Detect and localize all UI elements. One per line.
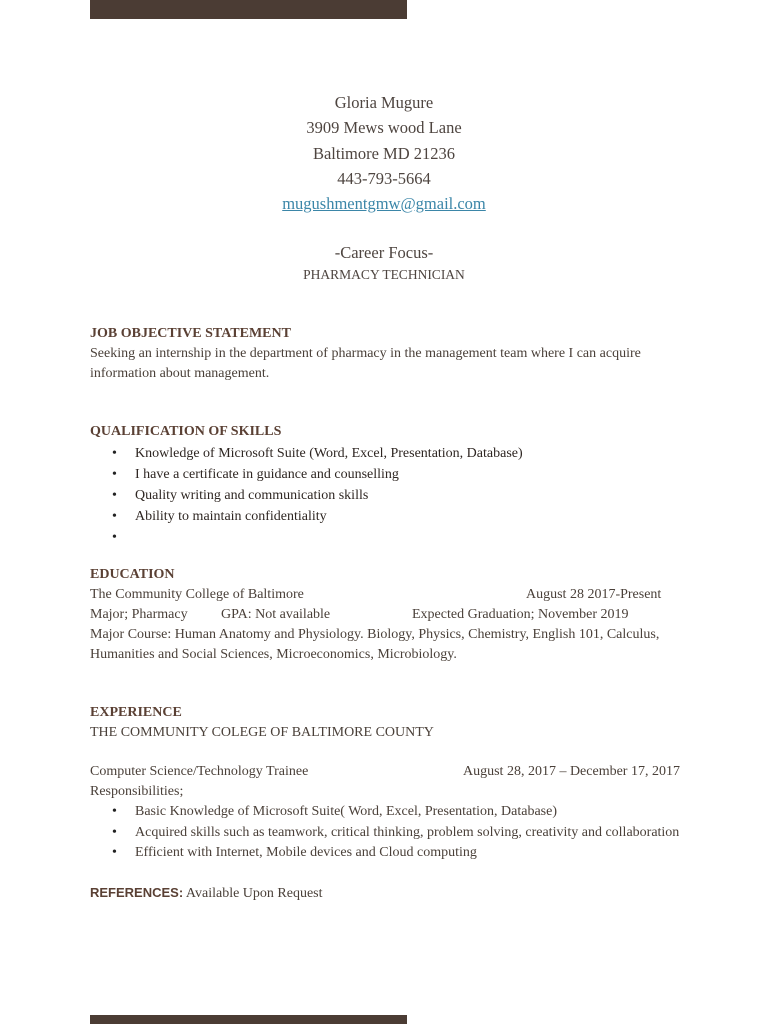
- top-decorative-bar: [90, 0, 407, 19]
- experience-role: Computer Science/Technology Trainee: [90, 764, 309, 779]
- career-focus-role: PHARMACY TECHNICIAN: [303, 267, 465, 282]
- references-label: REFERENCES:: [90, 885, 184, 900]
- skill-item-empty: [90, 527, 523, 548]
- skills-list: [90, 443, 523, 548]
- phone-number: 443-793-5664: [337, 169, 431, 188]
- objective-text-line-2: information about management.: [90, 366, 270, 381]
- education-school: The Community College of Baltimore: [90, 587, 304, 602]
- education-heading: EDUCATION: [90, 567, 175, 582]
- responsibilities-label: Responsibilities;: [90, 784, 184, 799]
- city-state-zip: Baltimore MD 21236: [312, 144, 456, 163]
- experience-heading: EXPERIENCE: [90, 705, 182, 720]
- responsibility-item: • Basic Knowledge of Microsoft Suite( Word, Excel, Presentation, Database): [90, 802, 679, 823]
- career-focus-label: -Career Focus-: [334, 243, 434, 262]
- skill-item: • I have a certificate in guidance and counselling: [90, 464, 523, 485]
- education-gpa: GPA: Not available: [221, 607, 331, 622]
- email-line: [0, 194, 768, 214]
- skill-item: • Ability to maintain confidentiality: [90, 506, 523, 527]
- references-line: [90, 883, 323, 904]
- education-courses-line-1: Major Course: Human Anatomy and Physiology. Biology, Physics, Chemistry, English 101, Calculus,: [90, 627, 660, 642]
- references-value: Available Upon Request: [183, 886, 323, 901]
- applicant-name: Gloria Mugure: [334, 93, 434, 112]
- responsibility-item: • Acquired skills such as teamwork, critical thinking, problem solving, creativity and collaboration: [90, 823, 679, 844]
- experience-employer: THE COMMUNITY COLEGE OF BALTIMORE COUNTY: [90, 725, 434, 740]
- education-graduation: Expected Graduation; November 2019: [412, 607, 629, 622]
- education-dates: August 28 2017-Present: [526, 587, 662, 602]
- skill-item: • Knowledge of Microsoft Suite (Word, Excel, Presentation, Database): [90, 443, 523, 464]
- bottom-decorative-bar: [90, 1015, 407, 1024]
- skills-heading: QUALIFICATION OF SKILLS: [90, 424, 282, 439]
- experience-dates: August 28, 2017 – December 17, 2017: [463, 764, 680, 779]
- responsibility-item: • Efficient with Internet, Mobile devices and Cloud computing: [90, 843, 679, 864]
- education-major: Major; Pharmacy: [90, 607, 188, 622]
- objective-heading: JOB OBJECTIVE STATEMENT: [90, 326, 291, 341]
- objective-text-line-1: Seeking an internship in the department of pharmacy in the management team where I can acquire: [90, 346, 641, 361]
- responsibilities-list: [90, 802, 679, 864]
- street-address: 3909 Mews wood Lane: [306, 118, 462, 137]
- education-courses-line-2: Humanities and Social Sciences, Microeconomics, Microbiology.: [90, 647, 457, 662]
- email-link[interactable]: mugushmentgmw@gmail.com: [282, 194, 486, 213]
- skill-item: • Quality writing and communication skills: [90, 485, 523, 506]
